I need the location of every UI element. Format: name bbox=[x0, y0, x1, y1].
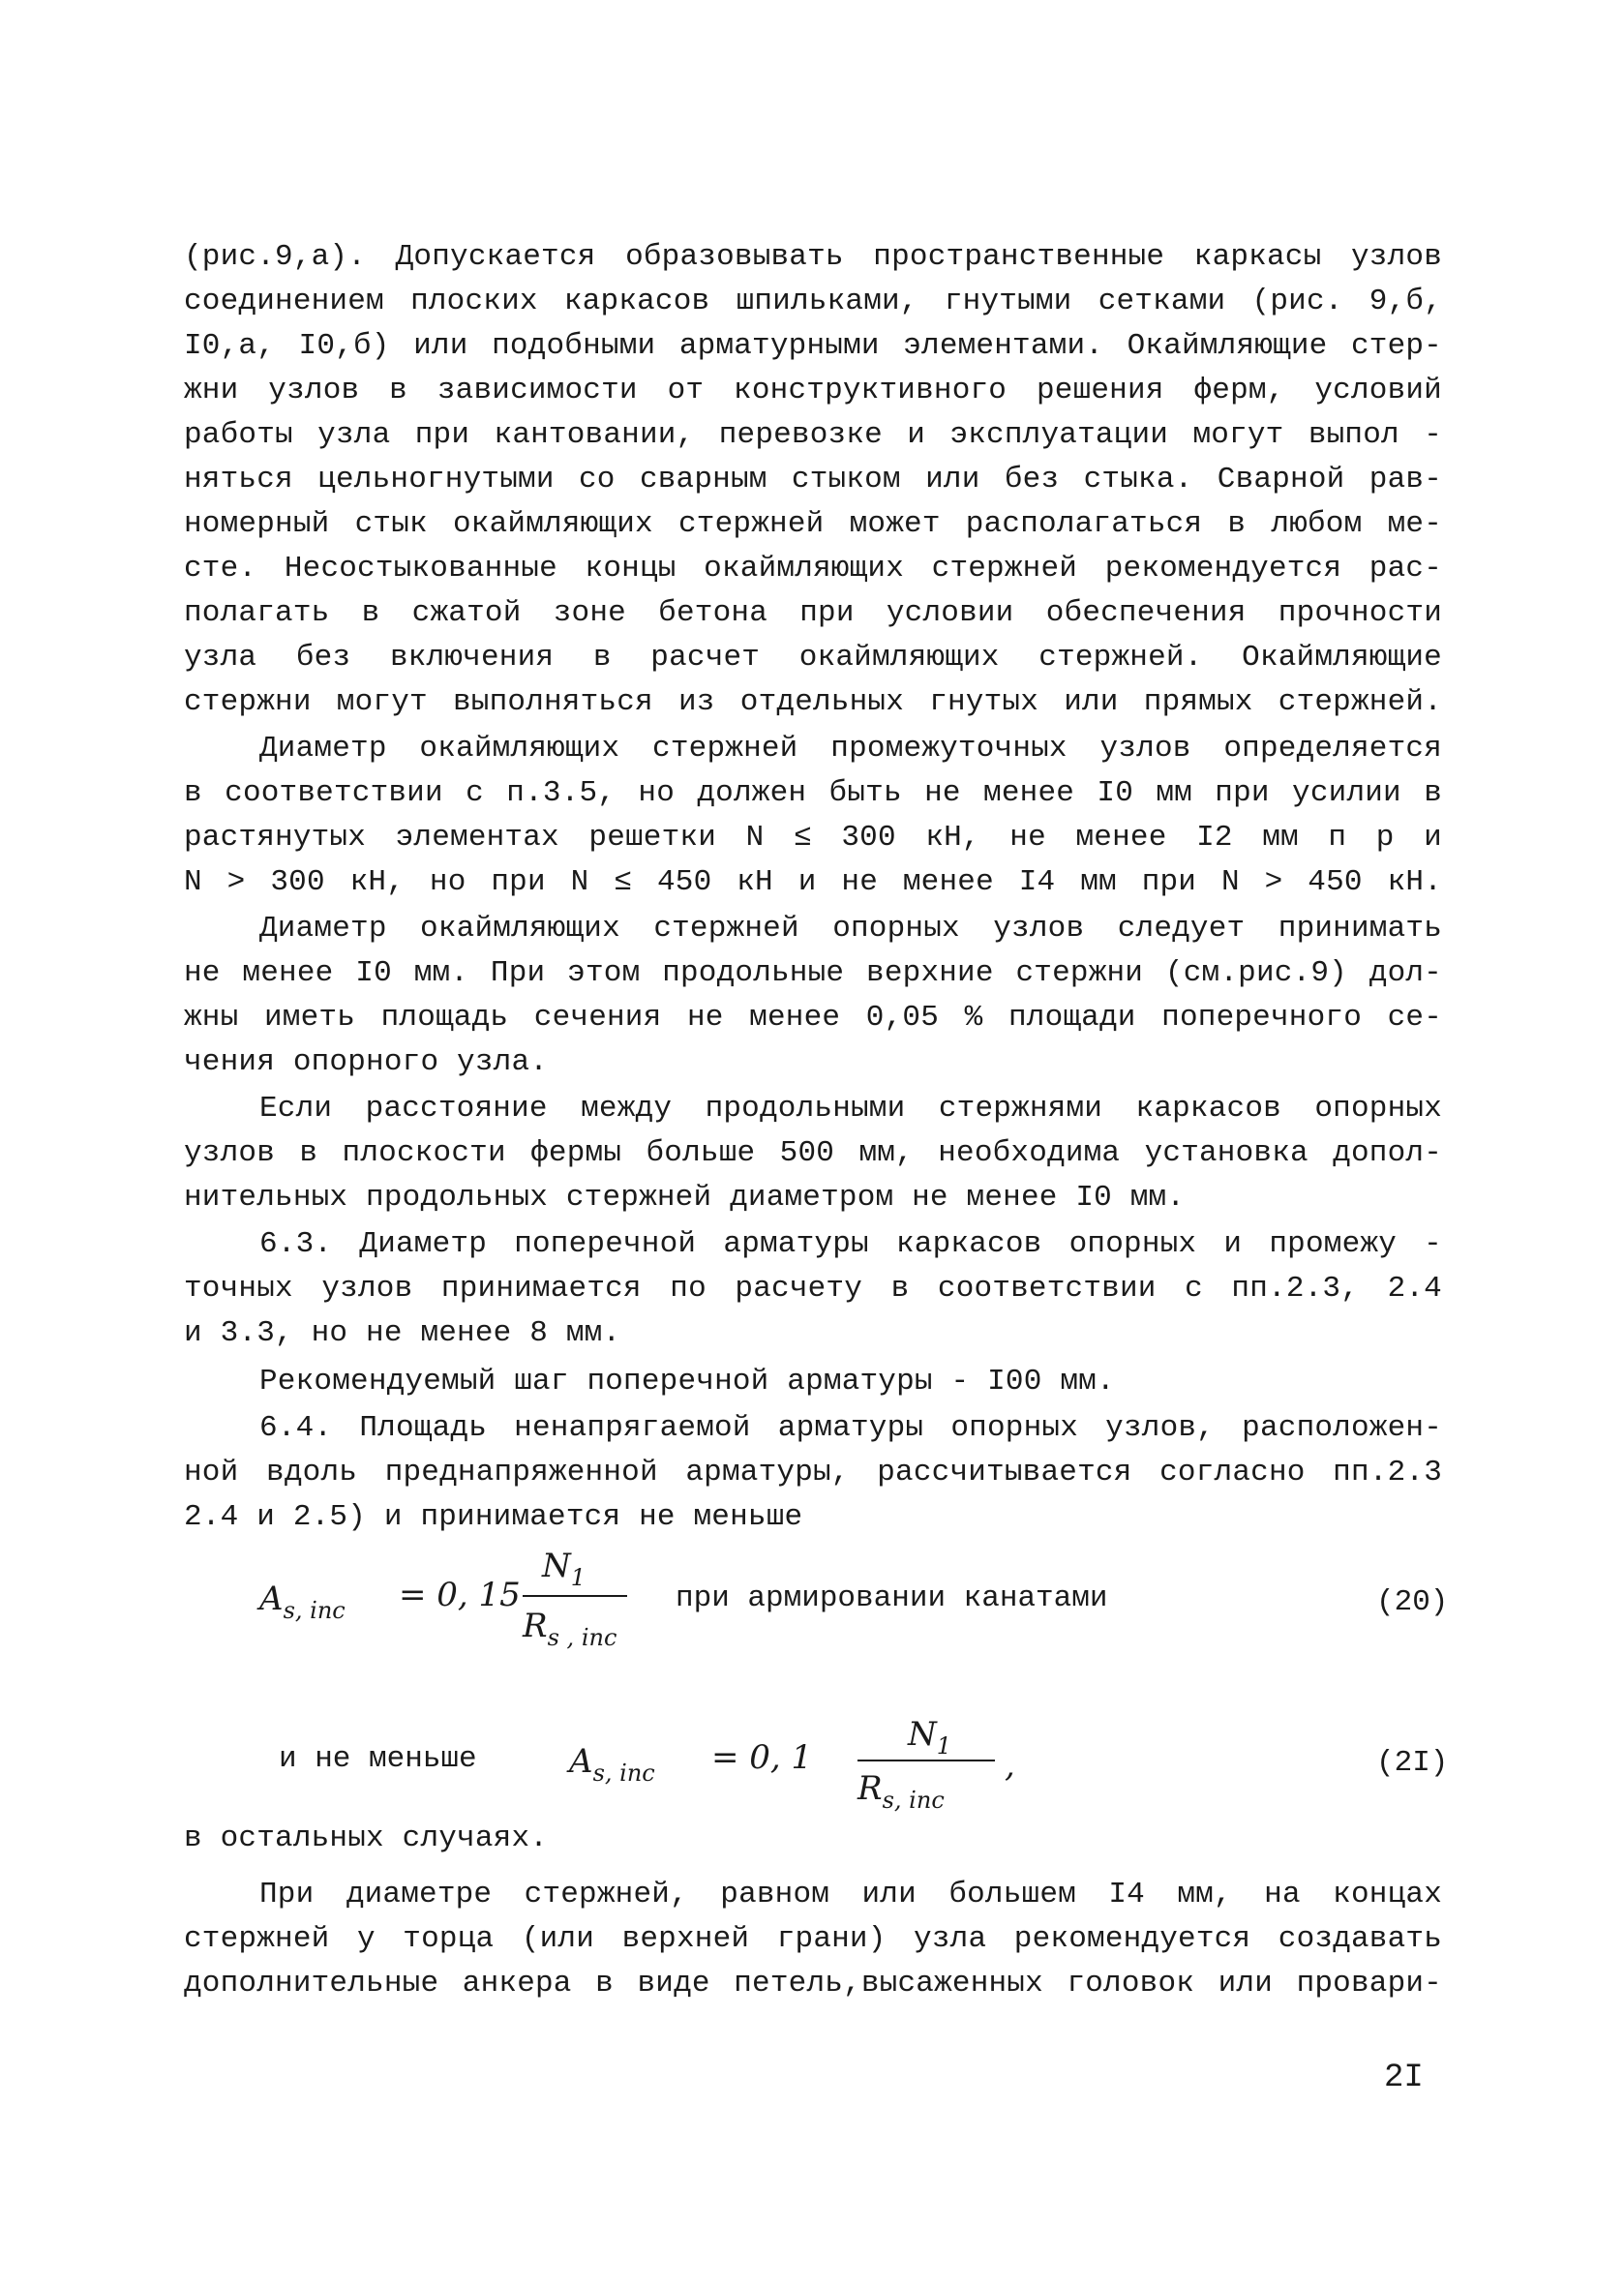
text-line: ной вдоль преднапряженной арматуры, рассчитывается согласно пп.2.3 bbox=[184, 1456, 1442, 1490]
text-line: номерный стык окаймляющих стержней может располагаться в любом ме- bbox=[184, 507, 1442, 541]
text-line: и 3.3, но не менее 8 мм. bbox=[184, 1316, 621, 1350]
text-line: N > 300 кН, но при N ≤ 450 кН и не менее I4 мм при N > 450 кН. bbox=[184, 865, 1442, 899]
text-line: 6.4. Площадь ненапрягаемой арматуры опорных узлов, расположен- bbox=[259, 1411, 1442, 1445]
formula-lead-text: и не меньше bbox=[279, 1742, 477, 1776]
text-line: (рис.9,а). Допускается образовывать пространственные каркасы узлов bbox=[184, 240, 1442, 274]
equation-number: (20) bbox=[1376, 1585, 1449, 1619]
formula-comma: , bbox=[1005, 1746, 1015, 1785]
text-line: узлов в плоскости фермы больше 500 мм, необходима установка допол- bbox=[184, 1136, 1442, 1170]
text-line: узла без включения в расчет окаймляющих стержней. Окаймляющие bbox=[184, 641, 1442, 675]
text-line: Рекомендуемый шаг поперечной арматуры - I00 мм. bbox=[259, 1365, 1115, 1399]
formula-numerator bbox=[908, 1715, 951, 1760]
formula-coefficient: = 0, 15 bbox=[399, 1576, 521, 1614]
text-line: растянутых элементах решетки N ≤ 300 кН, не менее I2 мм п р и bbox=[184, 821, 1442, 855]
text-line: Если расстояние между продольными стержнями каркасов опорных bbox=[259, 1092, 1442, 1126]
text-line: дополнительные анкера в виде петель,высаженных головок или провари- bbox=[184, 1967, 1442, 2001]
formula-denominator bbox=[857, 1769, 945, 1814]
text-line: работы узла при кантовании, перевозке и эксплуатации могут выпол - bbox=[184, 418, 1442, 452]
formula-symbol: N bbox=[908, 1715, 937, 1754]
formula-subscript: s, inc bbox=[882, 1787, 945, 1814]
fraction-bar bbox=[523, 1595, 627, 1597]
text-line: нительных продольных стержней диаметром не менее I0 мм. bbox=[184, 1181, 1186, 1215]
text-line: в соответствии с п.3.5, но должен быть не менее I0 мм при усилии в bbox=[184, 776, 1442, 810]
fraction-bar bbox=[857, 1760, 995, 1761]
text-line: Диаметр окаймляющих стержней опорных узлов следует принимать bbox=[259, 912, 1442, 946]
text-line: жны иметь площадь сечения не менее 0,05 % площади поперечного се- bbox=[184, 1001, 1442, 1035]
formula-symbol: R bbox=[857, 1769, 883, 1808]
text-line: полагать в сжатой зоне бетона при условии обеспечения прочности bbox=[184, 596, 1442, 630]
formula-subscript: s, inc bbox=[283, 1597, 346, 1624]
text-line: жни узлов в зависимости от конструктивного решения ферм, условий bbox=[184, 374, 1442, 407]
text-line: I0,а, I0,б) или подобными арматурными элементами. Окаймляющие стер- bbox=[184, 329, 1442, 363]
formula-lhs bbox=[569, 1742, 655, 1787]
formula-subscript: 1 bbox=[936, 1732, 952, 1760]
formula-symbol: A bbox=[569, 1742, 593, 1781]
formula-coefficient: = 0, 1 bbox=[711, 1738, 813, 1777]
formula-numerator bbox=[542, 1547, 586, 1591]
text-line: Диаметр окаймляющих стержней промежуточных узлов определяется bbox=[259, 732, 1442, 766]
text-line: При диаметре стержней, равном или большем I4 мм, на концах bbox=[259, 1878, 1442, 1911]
text-line: в остальных случаях. bbox=[184, 1821, 549, 1855]
formula-symbol: N bbox=[542, 1547, 571, 1585]
formula-lhs bbox=[259, 1580, 346, 1624]
formula-symbol: R bbox=[523, 1607, 548, 1645]
equation-number: (2I) bbox=[1376, 1746, 1449, 1780]
text-line: 6.3. Диаметр поперечной арматуры каркасов опорных и промежу - bbox=[259, 1227, 1442, 1261]
text-line: чения опорного узла. bbox=[184, 1045, 549, 1079]
formula-description: при армировании канатами bbox=[676, 1581, 1108, 1615]
page-number: 2I bbox=[1384, 2060, 1424, 2096]
text-line: точных узлов принимается по расчету в соответствии с пп.2.3, 2.4 bbox=[184, 1272, 1442, 1306]
formula-subscript: s , inc bbox=[547, 1624, 617, 1651]
text-line: 2.4 и 2.5) и принимается не меньше bbox=[184, 1500, 803, 1534]
formula-subscript: s, inc bbox=[592, 1760, 655, 1787]
formula-denominator bbox=[523, 1607, 617, 1651]
text-line: сте. Несостыкованные концы окаймляющих стержней рекомендуется рас- bbox=[184, 552, 1442, 586]
formula-subscript: 1 bbox=[570, 1564, 586, 1591]
text-line: не менее I0 мм. При этом продольные верхние стержни (см.рис.9) дол- bbox=[184, 956, 1442, 990]
text-line: соединением плоских каркасов шпильками, гнутыми сетками (рис. 9,б, bbox=[184, 285, 1442, 318]
formula-symbol: A bbox=[259, 1580, 284, 1618]
text-line: стержней у торца (или верхней грани) узла рекомендуется создавать bbox=[184, 1922, 1442, 1956]
text-line: няться цельногнутыми со сварным стыком или без стыка. Сварной рав- bbox=[184, 463, 1442, 497]
text-line: стержни могут выполняться из отдельных гнутых или прямых стержней. bbox=[184, 685, 1442, 719]
